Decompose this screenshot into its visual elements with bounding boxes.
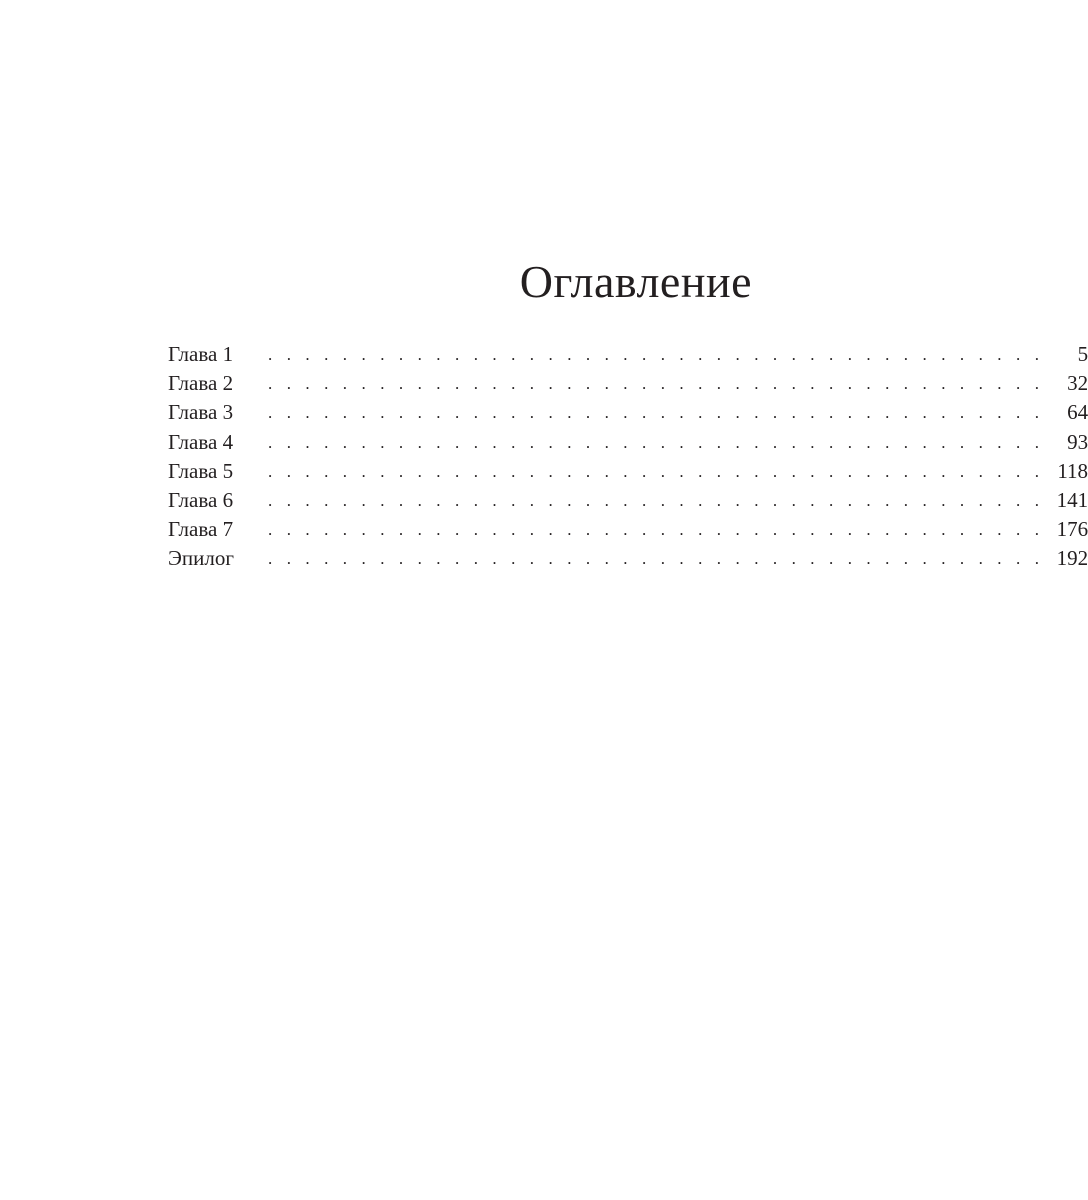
dot-leader: . . . . . . . . . . . . . . . . . . . . . . . . . . . . . . . . . . . . . . . . . . (268, 374, 1045, 394)
toc-entry-label: Эпилог (168, 546, 234, 571)
toc-entry-label: Глава 7 (168, 517, 234, 542)
toc-entry-page-number: 118 (1057, 458, 1088, 483)
toc-entry-page-number: 176 (1056, 517, 1088, 542)
dot-leader: . . . . . . . . . . . . . . . . . . . . . . . . . . . . . . . . . . . . . . . . . . (268, 549, 1045, 569)
toc-entry-label: Глава 6 (168, 487, 234, 512)
toc-entry-label: Глава 3 (168, 400, 234, 425)
dot-leader: . . . . . . . . . . . . . . . . . . . . . . . . . . . . . . . . . . . . . . . . . . (268, 403, 1045, 423)
toc-entry-label: Глава 2 (168, 371, 234, 396)
toc-entry-page-number: 32 (1067, 371, 1088, 396)
toc-entry-chapter-7[interactable] (168, 515, 1088, 544)
dot-leader: . . . . . . . . . . . . . . . . . . . . . . . . . . . . . . . . . . . . . . . . . . (268, 345, 1045, 364)
toc-entry-chapter-5[interactable] (168, 457, 1088, 486)
toc-entry-label: Глава 1 (168, 342, 234, 366)
toc-entry-chapter-3[interactable] (168, 398, 1088, 427)
dot-leader: . . . . . . . . . . . . . . . . . . . . . . . . . . . . . . . . . . . . . . . . . . (268, 520, 1045, 540)
dot-leader: . . . . . . . . . . . . . . . . . . . . . . . . . . . . . . . . . . . . . . . . . . (268, 461, 1045, 481)
toc-entry-page-number: 93 (1067, 429, 1088, 454)
toc-entry-chapter-2[interactable] (168, 369, 1088, 398)
dot-leader: . . . . . . . . . . . . . . . . . . . . . . . . . . . . . . . . . . . . . . . . . . (268, 432, 1045, 452)
toc-entry-page-number: 64 (1067, 400, 1088, 425)
toc-entry-page-number: 141 (1056, 487, 1088, 512)
toc-entry-epilogue[interactable] (168, 544, 1088, 573)
toc-entry-chapter-1[interactable] (168, 340, 1088, 369)
toc-entry-page-number: 192 (1056, 546, 1088, 571)
toc-entry-chapter-6[interactable] (168, 486, 1088, 515)
toc-entry-label: Глава 4 (168, 429, 234, 454)
toc-entry-page-number: 5 (1077, 342, 1088, 366)
page-title: Оглавление (519, 256, 752, 307)
table-of-contents (168, 340, 1088, 574)
toc-entry-label: Глава 5 (168, 458, 234, 483)
toc-entry-chapter-4[interactable] (168, 428, 1088, 457)
dot-leader: . . . . . . . . . . . . . . . . . . . . . . . . . . . . . . . . . . . . . . . . . . (268, 490, 1045, 510)
